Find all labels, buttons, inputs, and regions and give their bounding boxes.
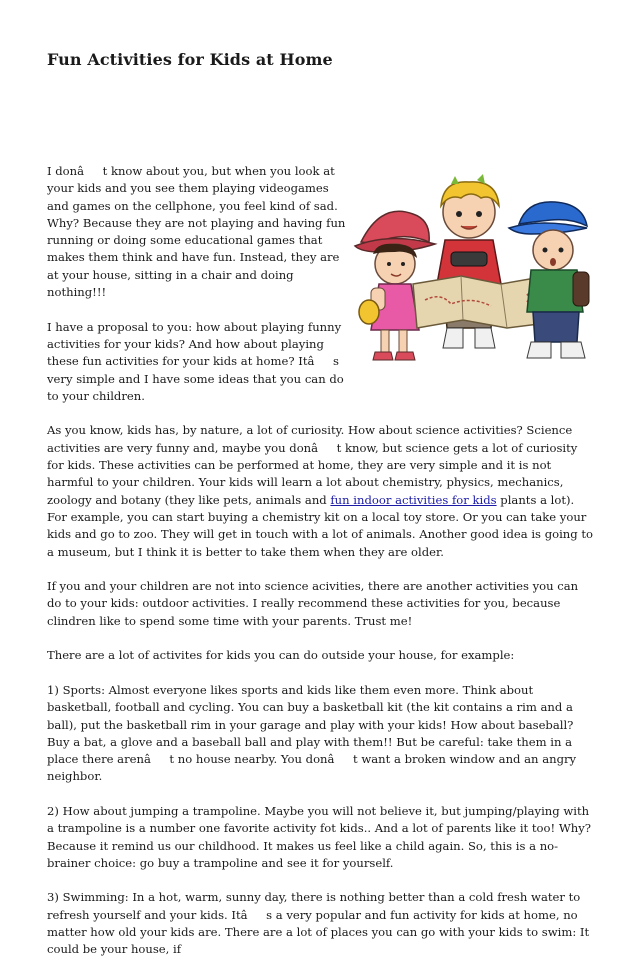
paragraph-swimming: 3) Swimming: In a hot, warm, sunny day, there is nothing better than a cold fresh water to refresh yourself and your kids. Itâs a very popular and fun activity for kids at home, no matter how old your kids are. There are a lot of places you can go with your kids to swim: It could be your house, if bbox=[47, 890, 590, 957]
paragraph-trampoline: 2) How about jumping a trampoline. Maybe you will not believe it, but jumping/playing with a trampoline is a number one favorite activity fot kids.. And a lot of parents like it too! Why? Because it remind us our childhood. It makes us feel like a child again. So, this is a no-brainer choice: go buy a trampoline and see it for yourself. bbox=[47, 803, 591, 870]
page-title: Fun Activities for Kids at Home bbox=[47, 50, 333, 69]
article-body bbox=[47, 163, 595, 976]
paragraph-outdoor: If you and your children are not into science acivities, there are another activities you can do to your kids: outdoor activities. I really recommend these activities for you, because clindren like to spend some time with your parents. Trust me! bbox=[47, 579, 579, 628]
paragraph-intro: I donât know about you, but when you look at your kids and you see them playing videogames and games on the cellphone, you feel kind of sad. Why? Because they are not playing and having fun running or doing some educational games that makes them think and have fun. Instead, they are at your house, sitting in a chair and doing nothing!!! bbox=[47, 164, 346, 300]
science-text-before: As you know, kids has, by nature, a lot of curiosity. How about science activities? Science activities are very funny and, maybe you donât know, but science gets a lot of curiosity for kids. These activities can be performed at home, they are very simple and it is not harmful to your children. Your kids will learn a lot about chemistry, physics, mechanics, zoology and botany (they like pets, animals and bbox=[47, 423, 578, 507]
paragraph-proposal: I have a proposal to you: how about playing funny activities for your kids? And how about playing these fun activities for your kids at home? Itâs very simple and I have some ideas that you can do to your children. bbox=[47, 319, 344, 403]
science-text-after: plants a lot). For example, you can start buying a chemistry kit on a local toy store. Or you can take your kids and go to zoo. They will get in touch with a lot of animals. Another good idea is going to a museum, but I think it is better to take them when they are older. bbox=[47, 492, 594, 559]
paragraph-sports: 1) Sports: Almost everyone likes sports and kids like them even more. Think about basketball, football and cycling. You can buy a basketball kit (the kit contains a rim and a ball), put the basketball rim in your garage and play with your kids! How about baseball? Buy a bat, a glove and a baseball ball and play with them!! But be careful: take them in a place there arenât no house nearby. You donât want a broken window and an angry neighbor. bbox=[47, 682, 577, 784]
paragraph-science bbox=[47, 422, 595, 560]
three-kids-with-map-illustration bbox=[351, 172, 611, 374]
fun-indoor-activities-link[interactable]: fun indoor activities for kids bbox=[330, 492, 497, 507]
paragraph-list-intro: There are a lot of activites for kids you can do outside your house, for example: bbox=[47, 648, 515, 663]
